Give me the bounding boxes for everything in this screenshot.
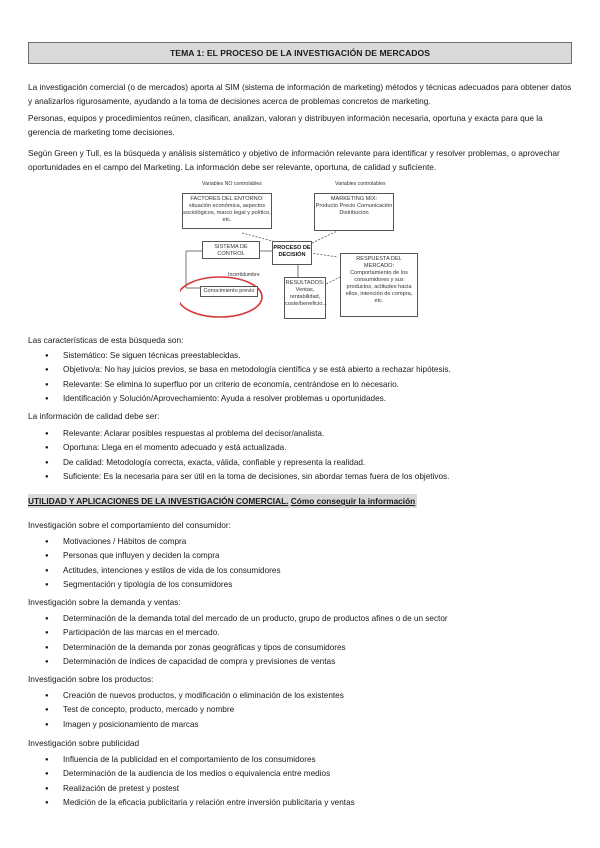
productos-heading: Investigación sobre los productos: <box>28 674 154 684</box>
entorno-body: situación económica, aspectos sociológicos, marco legal y político, etc. <box>183 203 271 223</box>
list-item-term: Suficiente: <box>63 471 102 481</box>
list-item: ● De calidad: Metodología correcta, exacta, válida, confiable y representa la realidad. <box>42 456 449 470</box>
respuesta-box <box>340 253 418 317</box>
consumidor-heading: Investigación sobre el comportamiento del consumidor: <box>28 520 231 530</box>
entorno-title: FACTORES DEL ENTORNO: <box>190 196 264 202</box>
respuesta-title: RESPUESTA DEL MERCADO: <box>356 256 402 269</box>
list-item-term: Oportuna: <box>63 443 100 453</box>
list-item-term: Sistemático: <box>63 351 108 360</box>
consumidor-list <box>42 535 281 592</box>
list-item: ● Participación de las marcas en el mercado. <box>42 626 448 640</box>
resultados-box <box>284 277 326 319</box>
intro-paragraph-3: Según Green y Tull, es la búsqueda y análisis sistemático y objetivo de información relevante para identificar y resolver problemas, o aprovechar oportunidades en el campo del Marketing. La información debe ser relevante, oportuna, de calidad y suficiente. <box>28 148 560 172</box>
utilidad-heading-main: UTILIDAD Y APLICACIONES DE LA INVESTIGACIÓN COMERCIAL. <box>28 496 289 506</box>
mix-title: MARKETING MIX: <box>330 196 378 202</box>
list-item: ● Relevante: Aclarar posibles respuestas al problema del decisor/analista. <box>42 427 449 441</box>
sistema-control-box <box>202 241 260 259</box>
list-item: ● Test de concepto, producto, mercado y nombre <box>42 703 344 717</box>
list-item: ● Motivaciones / Hábitos de compra <box>42 535 281 549</box>
respuesta-body: Comportamiento de los consumidores y sus productos, actitudes hacia ellos, intención de compra, etc. <box>345 270 413 304</box>
list-item: ● Imagen y posicionamiento de marcas <box>42 718 344 732</box>
list-item: ● Determinación de la demanda total del mercado de un producto, grupo de productos afines o de un sector <box>42 612 448 626</box>
label-uncontrollable: Variables NO controlables <box>202 181 262 187</box>
publicidad-list <box>42 753 355 810</box>
productos-list <box>42 689 344 732</box>
caracteristicas-heading: Las características de esta búsqueda son: <box>28 335 184 345</box>
demanda-list <box>42 612 448 669</box>
sistema-control-text: SISTEMA DE CONTROL <box>214 244 248 257</box>
list-item: ● Segmentación y tipología de los consumidores <box>42 578 281 592</box>
conocimiento-text: Conocimiento previo <box>203 288 255 294</box>
publicidad-heading: Investigación sobre publicidad <box>28 738 140 748</box>
proceso-text: PROCESO DE DECISIÓN <box>273 245 311 258</box>
list-item: ● Suficiente: Es la necesaria para ser útil en la toma de decisiones, sin abordar temas fuera de los objetivos. <box>42 470 449 484</box>
intro-paragraph-1: La investigación comercial (o de mercados) aporta al SIM (sistema de información de marketing) métodos y técnicas adecuados para obtener datos y analizarlos rigurosamente, ayudando a la toma de decisiones acerca de problemas concretos de marketing. <box>28 82 572 106</box>
list-item: ● Determinación de la audiencia de los medios o equivalencia entre medios <box>42 767 355 781</box>
list-item-term: Relevante: <box>63 379 103 389</box>
mix-body: Producto Precio Comunicación Distribución <box>315 203 393 216</box>
resultados-body: Ventas, rentabilidad, coste/beneficio... <box>285 287 327 307</box>
list-item: ● Actitudes, intenciones y estilos de vida de los consumidores <box>42 564 281 578</box>
calidad-heading: La información de calidad debe ser: <box>28 411 160 421</box>
utilidad-heading-sub: Cómo conseguir la información <box>290 496 416 506</box>
intro-paragraph-2: Personas, equipos y procedimientos reúnen, clasifican, analizan, valoran y distribuyen información necesaria, oportuna y exacta para que la gerencia de marketing tome decisiones. <box>28 113 543 137</box>
label-controllable: Variables controlables <box>335 181 386 187</box>
list-item-term: De calidad: <box>63 457 104 467</box>
list-item: ● Sistemático: Se siguen técnicas preestablecidas. <box>42 349 451 363</box>
list-item: ● Realización de pretest y postest <box>42 782 355 796</box>
list-item: ● Relevante: Se elimina lo superfluo por un criterio de economía, centrándose en lo necesario. <box>42 378 451 392</box>
mix-box <box>314 193 394 231</box>
conocimiento-box <box>200 286 258 297</box>
utilidad-heading <box>28 494 417 508</box>
list-item-term: Identificación y Solución/Aprovechamiento: <box>63 393 220 403</box>
entorno-box <box>182 193 272 229</box>
page-title-text: TEMA 1: EL PROCESO DE LA INVESTIGACIÓN DE MERCADOS <box>169 48 431 58</box>
highlight-circle <box>180 277 262 317</box>
list-item: ● Determinación de la demanda por zonas geográficas y tipos de consumidores <box>42 641 448 655</box>
list-item: ● Oportuna: Llega en el momento adecuado y está actualizada. <box>42 441 449 455</box>
list-item-term: Relevante: <box>63 429 103 438</box>
caracteristicas-list <box>42 349 451 406</box>
list-item: ● Medición de la eficacia publicitaria y relación entre inversión publicitaria y ventas <box>42 796 355 810</box>
list-item: ● Objetivo/a: No hay juicios previos, se basa en metodología científica y se está abierto a rechazar hipótesis. <box>42 363 451 377</box>
list-item: ● Identificación y Solución/Aprovechamiento: Ayuda a resolver problemas u oportunidades. <box>42 392 451 406</box>
calidad-list <box>42 427 449 484</box>
resultados-title: RESULTADOS: <box>285 280 325 286</box>
marketing-process-diagram <box>180 181 420 321</box>
demanda-heading: Investigación sobre la demanda y ventas: <box>28 597 181 607</box>
proceso-box <box>272 241 312 265</box>
page-title <box>28 42 572 64</box>
list-item: ● Creación de nuevos productos, y modificación o eliminación de los existentes <box>42 689 344 703</box>
list-item: ● Personas que influyen y deciden la compra <box>42 549 281 563</box>
incertidumbre-label: Incertidumbre <box>228 272 260 278</box>
list-item: ● Influencia de la publicidad en el comportamiento de los consumidores <box>42 753 355 767</box>
list-item-term: Objetivo/a: <box>63 365 103 375</box>
list-item: ● Determinación de índices de capacidad de compra y previsiones de ventas <box>42 655 448 669</box>
